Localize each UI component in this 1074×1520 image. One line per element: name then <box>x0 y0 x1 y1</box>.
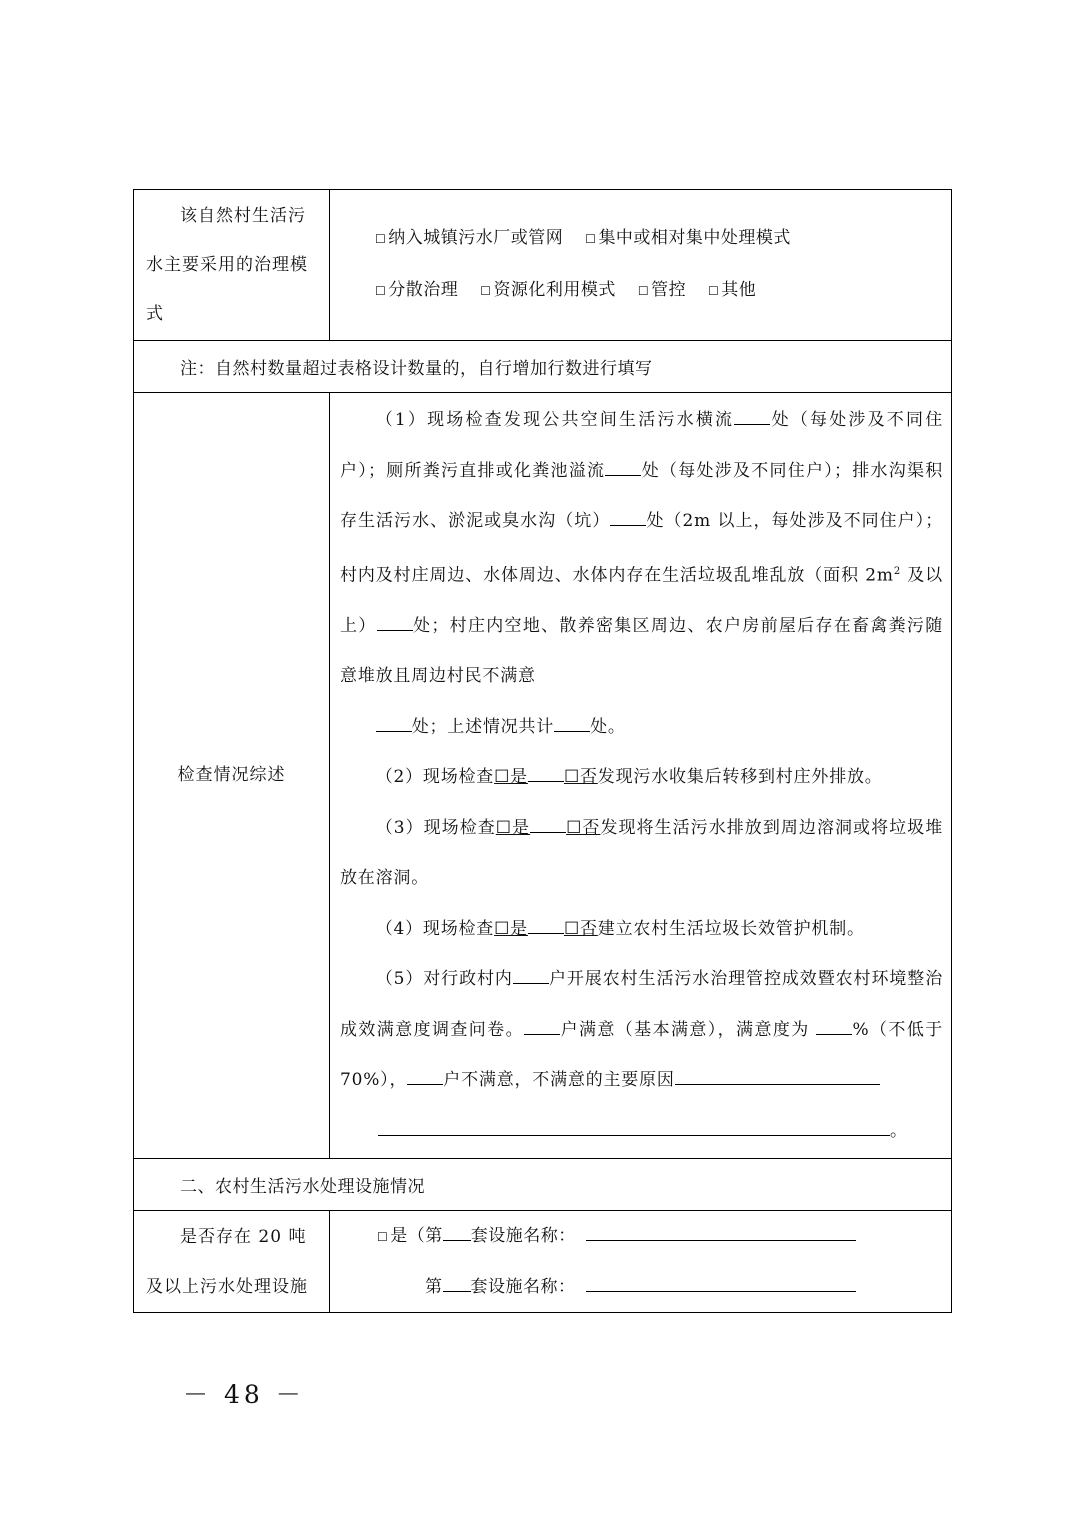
options-line-2 <box>340 265 943 317</box>
checkbox-icon[interactable]: ☐ <box>585 232 597 246</box>
blank-field[interactable] <box>407 1083 443 1085</box>
treatment-mode-label: 该自然村生活污水主要采用的治理模式 <box>146 205 308 324</box>
treatment-mode-options-cell <box>330 190 952 341</box>
summary-text <box>340 393 943 1158</box>
yes-checkbox[interactable]: ☐是 <box>494 918 528 939</box>
facility-name-field[interactable] <box>586 1239 856 1241</box>
blank-field[interactable] <box>605 474 641 476</box>
yes-checkbox[interactable]: ☐是 <box>495 817 531 838</box>
options-line-1 <box>340 213 943 265</box>
option-other[interactable]: ☐ 其他 <box>708 280 757 300</box>
checkbox-icon[interactable]: ☐ <box>377 1230 389 1245</box>
section-2-title: 二、农村生活污水处理设施情况 <box>134 1159 952 1211</box>
note-text: 注：自然村数量超过表格设计数量的，自行增加行数进行填写 <box>134 341 952 393</box>
reason-field-continued[interactable] <box>378 1134 890 1136</box>
summary-label: 检查情况综述 <box>134 393 330 1159</box>
item-3-paragraph: （3）现场检查☐是 ☐否发现将生活污水排放到周边溶洞或将垃圾堆放在溶洞。 <box>340 817 943 889</box>
summary-row <box>134 393 952 1159</box>
facility-name-field[interactable] <box>586 1290 856 1292</box>
blank-field[interactable] <box>443 1290 471 1292</box>
item-1-total: 处；上述情况共计 处。 <box>340 702 943 753</box>
item-1-paragraph: （1）现场检查发现公共空间生活污水横流 处（每处涉及不同住户）；厕所粪污直排或化粪池溢流 处（每处涉及不同住户）；排水沟渠积存生活污水、淤泥或臭水沟（坑） 处（2m 以上，每处涉及不同住户）；村内及村庄周边、水体周边、水体内存在生活垃圾乱堆乱放（面积 $2m^2$ 及以上） 处；村庄内空地、散养密集区周边、农户房前屋后存在畜禽粪污随意堆放且周边村民不满意 <box>340 410 943 687</box>
item-5-continuation: 。 <box>340 1106 943 1157</box>
checkbox-icon[interactable]: ☐ <box>480 284 492 298</box>
facility-label: 是否存在 20 吨及以上污水处理设施 <box>146 1226 308 1297</box>
blank-underline <box>530 831 566 833</box>
blank-field[interactable] <box>610 524 646 526</box>
blank-field[interactable] <box>524 1033 560 1035</box>
blank-underline <box>528 780 564 782</box>
blank-field[interactable] <box>376 730 412 732</box>
facility-line-1: ☐ 是（第 套设施名称： <box>340 1211 943 1262</box>
checkbox-icon[interactable]: ☐ <box>708 284 720 298</box>
blank-field[interactable] <box>513 982 549 984</box>
treatment-mode-row <box>134 190 952 341</box>
facility-line-2: 第 套设施名称： <box>340 1262 943 1312</box>
option-decentralized[interactable]: ☐ 分散治理 <box>375 280 459 300</box>
yes-checkbox[interactable]: ☐是 <box>494 767 528 788</box>
no-checkbox[interactable]: ☐否 <box>563 918 598 939</box>
option-resource-use[interactable]: ☐ 资源化利用模式 <box>480 280 616 300</box>
page-number: － 48 － <box>183 1380 305 1409</box>
option-municipal-network[interactable]: ☐ 纳入城镇污水厂或管网 <box>375 228 564 248</box>
note-row <box>134 341 952 393</box>
blank-field[interactable] <box>554 730 590 732</box>
item-5-paragraph: （5）对行政村内 户开展农村生活污水治理管控成效暨农村环境整治成效满意度调查问卷。 户满意（基本满意），满意度为 %（不低于 70%）， 户不满意，不满意的主要原因 <box>340 969 944 1091</box>
blank-field[interactable] <box>816 1033 852 1035</box>
checkbox-icon[interactable]: ☐ <box>375 284 387 298</box>
blank-field[interactable] <box>443 1239 471 1241</box>
option-centralized[interactable]: ☐ 集中或相对集中处理模式 <box>585 228 791 248</box>
no-checkbox[interactable]: ☐否 <box>563 767 598 788</box>
reason-field[interactable] <box>675 1083 880 1085</box>
blank-field[interactable] <box>377 629 413 631</box>
treatment-mode-label-cell <box>134 190 330 341</box>
facility-label-cell <box>134 1211 330 1313</box>
inspection-table <box>133 189 952 1313</box>
facility-content-cell <box>330 1211 952 1313</box>
summary-content-cell <box>330 393 952 1159</box>
checkbox-icon[interactable]: ☐ <box>375 232 387 246</box>
no-checkbox[interactable]: ☐否 <box>566 817 601 838</box>
section-2-row <box>134 1159 952 1211</box>
facility-row <box>134 1211 952 1313</box>
item-2-paragraph: （2）现场检查☐是 ☐否发现污水收集后转移到村庄外排放。 <box>375 767 883 788</box>
item-4-paragraph: （4）现场检查☐是 ☐否建立农村生活垃圾长效管护机制。 <box>375 918 865 939</box>
checkbox-icon[interactable]: ☐ <box>637 284 650 298</box>
blank-field[interactable] <box>734 423 770 425</box>
option-control[interactable]: ☐ 管控 <box>637 280 687 300</box>
blank-underline <box>528 932 564 934</box>
